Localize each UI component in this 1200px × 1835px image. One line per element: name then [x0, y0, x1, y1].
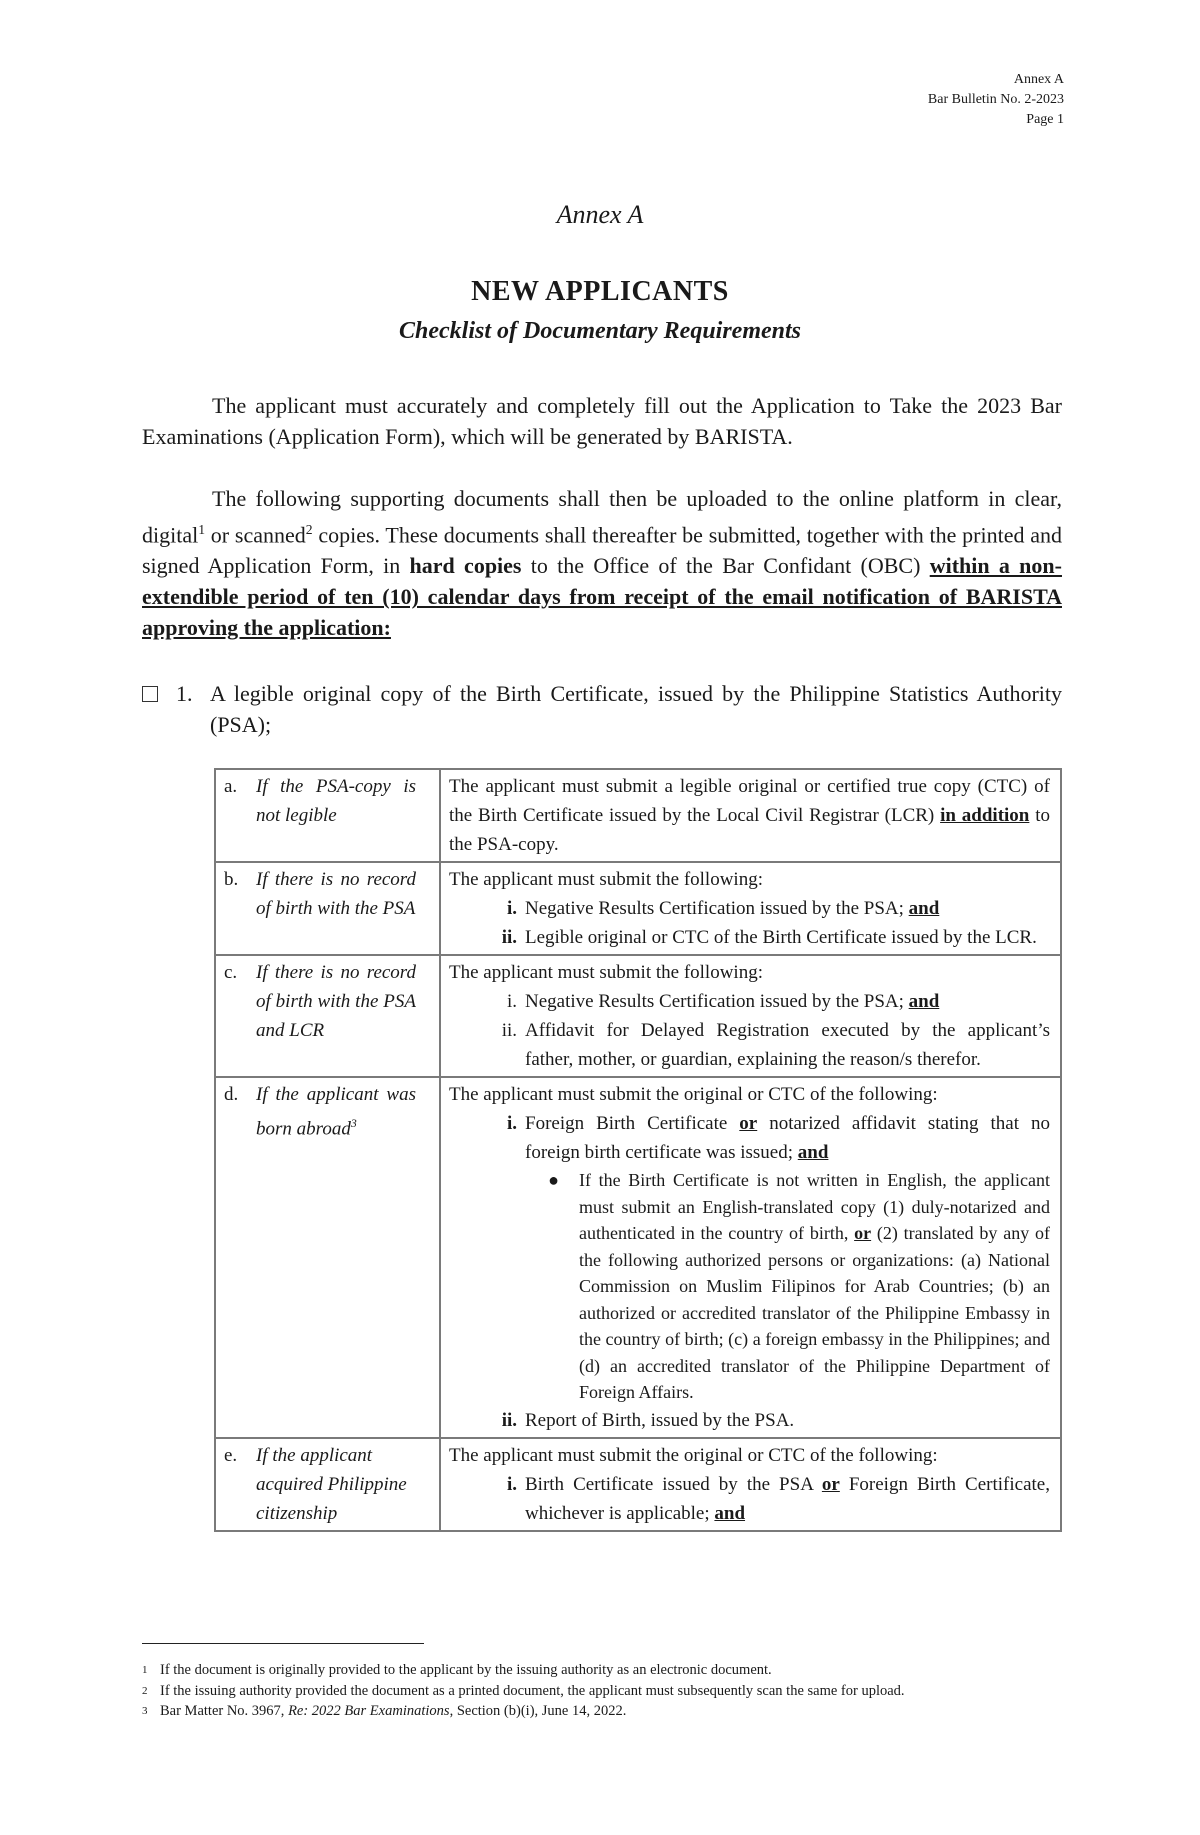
table-row [215, 1077, 1061, 1438]
bullet-icon: ● [548, 1170, 559, 1190]
requirement-cell: The applicant must submit the original or CTC of the following: i. Foreign Birth Certificate or notarized affidavit stating that no foreign birth certificate was issued; and ● If the Birth Certificate is not written in English, the applicant must submit an English-translated copy (1) duly-notarized and authenticated in the country of birth, or (2) translated by any of the following authorized persons or organizations: (a) National Commission on Muslim Filipinos for Arab Countries; (b) an authorized or accredited translator of the Philippine Embassy in the country of birth; (c) a foreign embassy in the Philippines; and (d) an accredited translator of the Philippine Department of Foreign Affairs. ii. Report of Birth, issued by the PSA. [440, 1077, 1061, 1438]
footnote-ref-1[interactable]: 1 [198, 522, 206, 537]
hard-copies-emphasis: hard copies [409, 553, 522, 579]
page-title: NEW APPLICANTS [471, 276, 729, 307]
header-annex: Annex A [1013, 72, 1064, 87]
checklist-checkbox[interactable] [142, 686, 158, 702]
condition-cell: a. If the PSA-copy is not legible [215, 769, 440, 862]
annex-title: Annex A [556, 200, 644, 229]
footnote-2: 2 If the issuing authority provided the document as a printed document, the applicant must subsequently scan the same for upload. [142, 1682, 905, 1699]
footnote-1: 1 If the document is originally provided to the applicant by the issuing authority as an electronic document. [142, 1662, 772, 1678]
deadline-emphasis: within a non-extendible period of ten (10) calendar days from receipt of the email notification of BARISTA approving the application: [142, 553, 1062, 641]
requirement-cell: The applicant must submit the following: i. Negative Results Certification issued by the PSA; and ii. Legible original or CTC of the Birth Certificate issued by the LCR. [440, 862, 1061, 955]
intro-paragraph [142, 390, 1062, 452]
condition-cell: b. If there is no record of birth with the PSA [215, 862, 440, 955]
table-row [215, 862, 1061, 955]
header-bulletin: Bar Bulletin No. 2-2023 [927, 92, 1064, 107]
sub-item: i. Negative Results Certification issued by the PSA; and [506, 991, 940, 1012]
requirement-cell: The applicant must submit the original or CTC of the following: i. Birth Certificate issued by the PSA or Foreign Birth Certificate, whichever is applicable; and [440, 1438, 1061, 1531]
intro-text: The applicant must accurately and completely fill out the Application to Take the 2023 Bar Examinations (Application Form), which will be generated by BARISTA. [142, 393, 1062, 449]
table-row [215, 955, 1061, 1077]
footnote-ref-3[interactable]: 3 [350, 1117, 357, 1130]
requirements-table [214, 768, 1062, 1532]
page-subtitle: Checklist of Documentary Requirements [399, 318, 801, 344]
item-text: A legible original copy of the Birth Certificate, issued by the Philippine Statistics Authority (PSA); [210, 681, 1062, 737]
bullet-item: ● If the Birth Certificate is not written in English, the applicant must submit an English-translated copy (1) duly-notarized and authenticated in the country of birth, or (2) translated by any of the following authorized persons or organizations: (a) National Commission on Muslim Filipinos for Arab Countries; (b) an authorized or accredited translator of the Philippine Embassy in the country of birth; (c) a foreign embassy in the Philippines; and (d) an accredited translator of the Philippine Department of Foreign Affairs. [449, 1167, 1050, 1406]
page-header [928, 70, 1064, 130]
supporting-docs-paragraph: The following supporting documents shall then be uploaded to the online platform in clear, digital$^1$ or scanned$^2$ copies. These documents shall thereafter be submitted, together with the printed and signed Application Form, in hard copies to the Office of the Bar Confidant (OBC) within a non-extendible period of ten (10) calendar days from receipt of the email notification of BARISTA approving the application: [142, 486, 1062, 641]
condition-cell: c. If there is no record of birth with the PSA and LCR [215, 955, 440, 1077]
condition-cell: d. If the applicant was born abroad$^3$ [215, 1077, 440, 1438]
table-row [215, 769, 1061, 862]
sub-item: i. Negative Results Certification issued by the PSA; and [506, 898, 940, 919]
requirement-cell: The applicant must submit the following: i. Negative Results Certification issued by the PSA; and ii. Affidavit for Delayed Registration executed by the applicant’s father, mother, or guardian, explaining the reason/s therefor. [440, 955, 1061, 1077]
header-page-number: Page 1 [1026, 112, 1064, 127]
sub-item: ii. Legible original or CTC of the Birth Certificate issued by the LCR. [501, 927, 1037, 948]
sub-item: ii. Affidavit for Delayed Registration executed by the applicant’s father, mother, or guardian, explaining the reason/s therefor. [501, 1020, 1050, 1070]
footnote-separator [142, 1643, 424, 1644]
condition-cell: e. If the applicant acquired Philippine citizenship [215, 1438, 440, 1531]
table-row [215, 1438, 1061, 1531]
footnotes [142, 1660, 1072, 1722]
footnote-3: 3 Bar Matter No. 3967, Re: 2022 Bar Examinations, Section (b)(i), June 14, 2022. [142, 1703, 627, 1719]
sub-item: i. Birth Certificate issued by the PSA or Foreign Birth Certificate, whichever is applicable; and [506, 1473, 1050, 1524]
sub-item: ii. Report of Birth, issued by the PSA. [501, 1409, 795, 1431]
sub-item: i. Foreign Birth Certificate or notarized affidavit stating that no foreign birth certificate was issued; and [506, 1113, 1050, 1163]
footnote-ref-2[interactable]: 2 [305, 522, 313, 537]
requirement-cell: The applicant must submit a legible original or certified true copy (CTC) of the Birth Certificate issued by the Local Civil Registrar (LCR) in addition to the PSA-copy. [440, 769, 1061, 862]
item-number: 1. [176, 681, 193, 706]
